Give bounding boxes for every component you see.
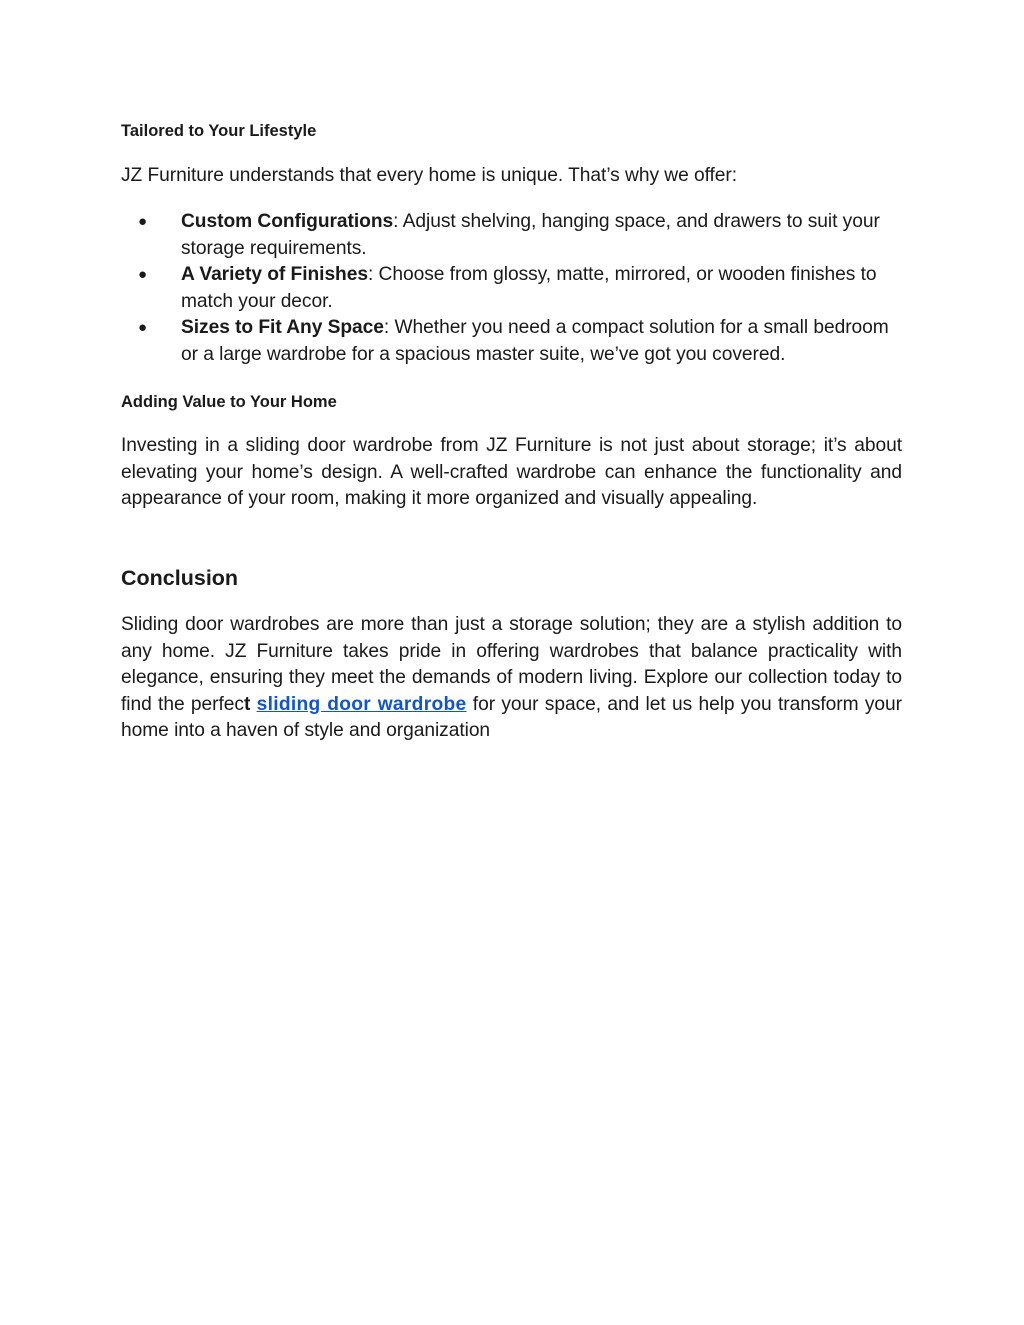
- conclusion-body-paragraph: [121, 612, 902, 745]
- list-item: [121, 315, 902, 368]
- bullet-title: Custom Configurations: [181, 211, 394, 232]
- list-item: [121, 209, 902, 262]
- list-item: [121, 262, 902, 315]
- bullet-text: : Adjust shelving, hanging space, and drawers to suit your storage requirements.: [181, 211, 880, 259]
- bullet-title: Sizes to Fit Any Space: [181, 317, 384, 338]
- conclusion-text-before: Sliding door wardrobes are more than just a storage solution; they are a stylish addition to any home. JZ Furniture takes pride in offering wardrobes that balance practicality with elegance, ensuring they meet the demands of modern living. Explore our collection today to find the perfec: [121, 614, 902, 715]
- bullet-title: A Variety of Finishes: [181, 264, 368, 285]
- bullet-icon: ●: [138, 319, 148, 336]
- lifestyle-bullet-list: [121, 209, 902, 368]
- bullet-icon: ●: [138, 266, 148, 283]
- section-heading-conclusion: Conclusion: [121, 566, 239, 590]
- lifestyle-intro-paragraph: JZ Furniture understands that every home is unique. That’s why we offer:: [121, 165, 738, 186]
- section-heading-value: Adding Value to Your Home: [121, 393, 337, 411]
- bullet-text: : Choose from glossy, matte, mirrored, or wooden finishes to match your decor.: [181, 264, 877, 312]
- value-body-paragraph: Investing in a sliding door wardrobe from JZ Furniture is not just about storage; it’s about elevating your home’s design. A well-crafted wardrobe can enhance the functionality and appearance of your room, making it more organized and visually appealing.: [121, 435, 902, 509]
- conclusion-bold-letter: t: [243, 693, 251, 715]
- bullet-text: : Whether you need a compact solution for a small bedroom or a large wardrobe for a spacious master suite, we’ve got you covered.: [181, 317, 889, 365]
- section-heading-lifestyle: Tailored to Your Lifestyle: [121, 122, 317, 140]
- conclusion-text-after: for your space, and let us help you transform your home into a haven of style and organization: [121, 693, 902, 741]
- sliding-door-wardrobe-link[interactable]: sliding door wardrobe: [256, 693, 467, 715]
- bullet-icon: ●: [138, 213, 148, 230]
